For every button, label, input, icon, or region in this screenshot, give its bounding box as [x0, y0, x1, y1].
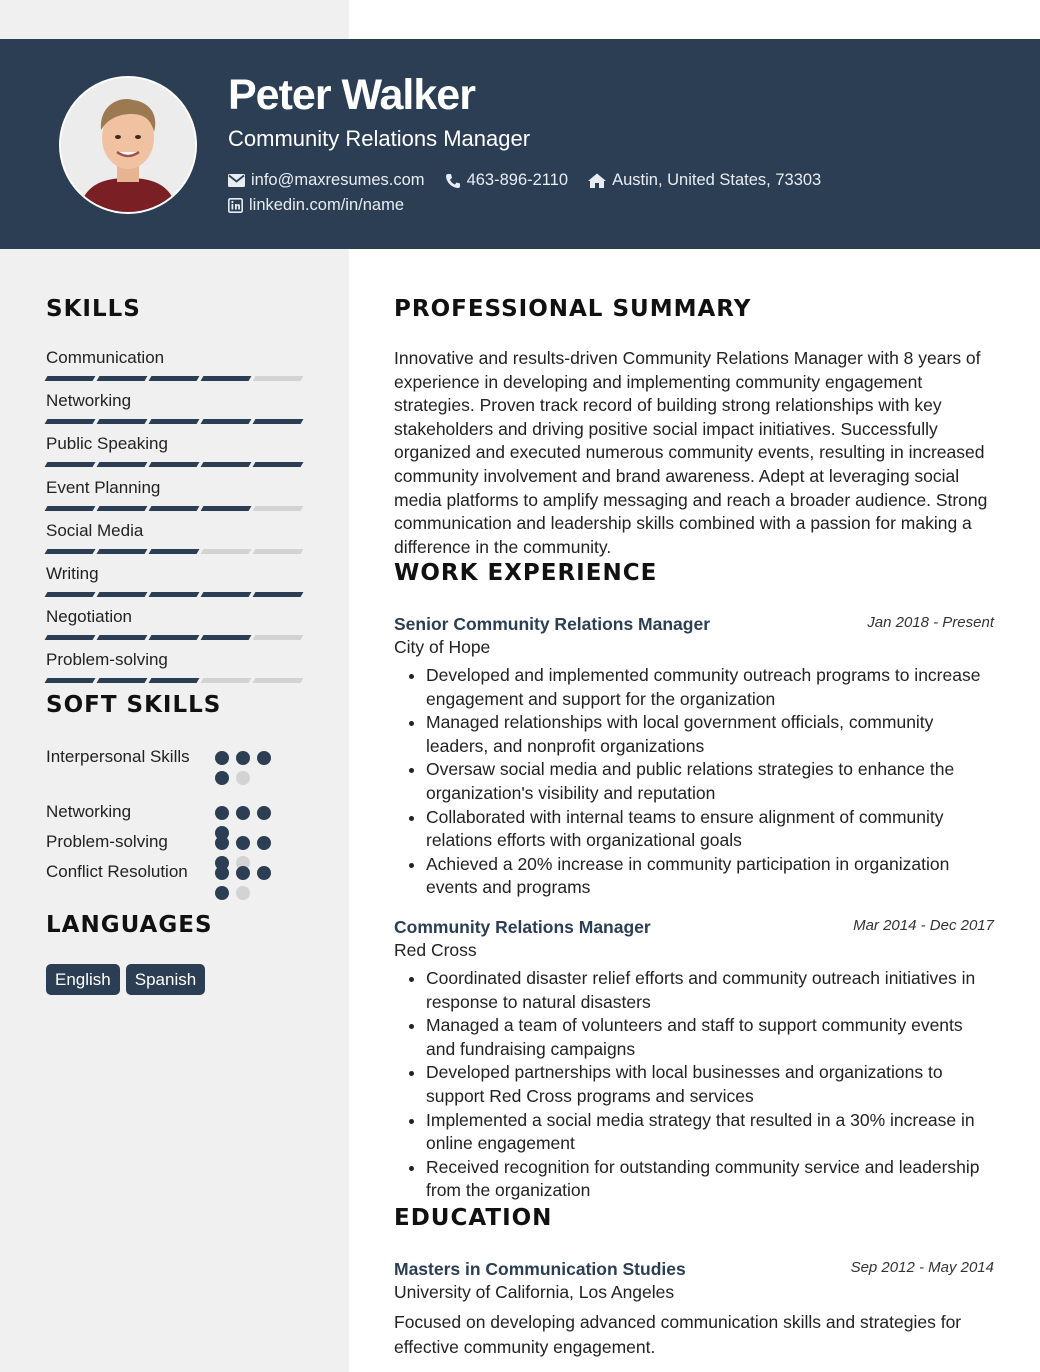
job-bullets: [394, 967, 994, 1203]
soft-skill-name: Problem-solving: [46, 832, 168, 851]
location-info: [588, 171, 821, 190]
skill-level-segment: [97, 462, 148, 467]
skill-level-segment: [253, 592, 304, 597]
skill-level-segment: [45, 549, 96, 554]
skill-level-segment: [149, 549, 200, 554]
skill-level-segment: [149, 592, 200, 597]
job-bullet: • Developed partnerships with local businesses and organizations to support Red Cross programs and services: [426, 1061, 994, 1108]
skill-level-segment: [97, 635, 148, 640]
soft-skill-rating: [215, 806, 290, 840]
rating-dot: [215, 866, 229, 880]
phone-link[interactable]: [445, 171, 569, 190]
rating-dot: [257, 806, 271, 820]
skill-name: Public Speaking: [46, 434, 168, 454]
skill-level-segment: [45, 635, 96, 640]
job-title: Community Relations Manager: [394, 917, 651, 937]
job-bullet: • Managed relationships with local government officials, community leaders, and nonprofit organizations: [426, 711, 994, 758]
skill-level-bar: [46, 678, 302, 683]
linkedin-icon: [228, 198, 243, 213]
skill-level-segment: [201, 462, 252, 467]
skill-level-segment: [149, 635, 200, 640]
skill-level-segment: [253, 376, 304, 381]
skill-level-bar: [46, 592, 302, 597]
rating-dot: [215, 806, 229, 820]
skills-heading: SKILLS: [46, 296, 141, 322]
skill-item: [46, 650, 302, 683]
skill-item: [46, 564, 302, 597]
skill-level-segment: [253, 419, 304, 424]
skill-level-segment: [201, 506, 252, 511]
skill-name: Social Media: [46, 520, 144, 540]
skill-level-segment: [201, 376, 252, 381]
job-bullet: • Developed and implemented community outreach programs to increase engagement and support for the organization: [426, 664, 994, 711]
skill-item: [46, 607, 302, 640]
job-dates: Jan 2018 - Present: [867, 614, 994, 631]
linkedin-link[interactable]: [228, 196, 404, 215]
soft-skill-name: Conflict Resolution: [46, 862, 188, 881]
skill-level-segment: [45, 678, 96, 683]
phone-icon: [445, 173, 461, 189]
rating-dot: [257, 866, 271, 880]
summary-heading: PROFESSIONAL SUMMARY: [394, 296, 752, 322]
education-entry: [394, 1259, 994, 1360]
job-organization: City of Hope: [394, 637, 491, 657]
skill-item: [46, 348, 302, 381]
skill-level-segment: [97, 506, 148, 511]
skill-level-segment: [201, 419, 252, 424]
rating-dot: [236, 886, 250, 900]
skill-level-segment: [201, 592, 252, 597]
job-dates: Mar 2014 - Dec 2017: [853, 917, 994, 934]
languages-heading: LANGUAGES: [46, 912, 213, 938]
experience-heading: WORK EXPERIENCE: [394, 560, 658, 586]
skill-level-segment: [201, 635, 252, 640]
skill-level-segment: [253, 549, 304, 554]
skill-name: Communication: [46, 348, 165, 367]
skill-level-segment: [97, 592, 148, 597]
skill-name: Negotiation: [46, 607, 133, 627]
rating-dot: [236, 771, 250, 785]
job-organization: Red Cross: [394, 940, 477, 960]
language-chip: Spanish: [126, 964, 205, 995]
rating-dot: [215, 751, 229, 765]
soft-skill-rating: [215, 836, 290, 870]
rating-dot: [257, 836, 271, 850]
skill-level-bar: [46, 419, 302, 424]
education-dates: Sep 2012 - May 2014: [850, 1259, 994, 1276]
skill-level-bar: [46, 549, 302, 554]
soft-skills-heading: SOFT SKILLS: [46, 692, 222, 718]
summary-text: Innovative and results-driven Community Relations Manager with 8 years of experience in developing and implementing community engagement strategies. Proven track record of building strong relationships with key stakeholders and driving positive social impact initiatives. Successfully organized and executed numerous community events, resulting in increased community involvement and brand awareness. Adept at leveraging social media platforms to amplify messaging and reach a broader audience. Strong communication and leadership skills combined with a passion for making a difference in the community.: [394, 348, 988, 557]
skill-level-segment: [149, 506, 200, 511]
rating-dot: [215, 771, 229, 785]
skill-level-segment: [253, 635, 304, 640]
soft-skill-name: Networking: [46, 802, 132, 821]
skill-level-segment: [149, 376, 200, 381]
home-icon: [588, 173, 606, 188]
skill-name: Event Planning: [46, 477, 161, 497]
skill-item: [46, 521, 302, 554]
job-bullet: • Oversaw social media and public relations strategies to enhance the organization's visibility and reputation: [426, 758, 994, 805]
profile-photo: [61, 78, 195, 212]
job-bullet: • Received recognition for outstanding community service and leadership from the organization: [426, 1156, 994, 1203]
skill-level-bar: [46, 506, 302, 511]
skill-item: [46, 391, 302, 424]
email-link[interactable]: [228, 171, 425, 190]
envelope-icon: [228, 174, 245, 187]
skill-level-segment: [97, 419, 148, 424]
skill-level-segment: [253, 506, 304, 511]
skill-name: Writing: [46, 564, 99, 583]
skill-item: [46, 434, 302, 467]
avatar: [59, 76, 197, 214]
skill-level-segment: [97, 376, 148, 381]
skill-level-bar: [46, 635, 302, 640]
skill-level-segment: [253, 462, 304, 467]
skill-level-segment: [45, 592, 96, 597]
skill-level-segment: [201, 549, 252, 554]
rating-dot: [236, 806, 250, 820]
skill-level-segment: [149, 678, 200, 683]
soft-skill-name: Interpersonal Skills: [46, 747, 190, 766]
job-bullet: • Implemented a social media strategy that resulted in a 30% increase in online engagement: [426, 1109, 994, 1156]
skill-level-segment: [149, 419, 200, 424]
job-entry: [394, 614, 994, 900]
skill-level-segment: [45, 376, 96, 381]
soft-skill-rating: [215, 751, 290, 785]
skill-item: [46, 478, 302, 511]
skill-level-segment: [45, 462, 96, 467]
school-name: University of California, Los Angeles: [394, 1282, 675, 1302]
contact-info: [228, 168, 841, 218]
candidate-name: Peter Walker: [228, 71, 475, 119]
job-title: Senior Community Relations Manager: [394, 614, 711, 634]
skill-level-segment: [97, 549, 148, 554]
job-bullet: • Achieved a 20% increase in community participation in organization events and programs: [426, 853, 994, 900]
job-bullet: • Managed a team of volunteers and staff to support community events and fundraising campaigns: [426, 1014, 994, 1061]
skill-name: Networking: [46, 391, 132, 411]
soft-skill-rating: [215, 866, 290, 900]
skill-level-bar: [46, 462, 302, 467]
skill-level-segment: [97, 678, 148, 683]
skill-name: Problem-solving: [46, 650, 168, 670]
skill-level-segment: [45, 506, 96, 511]
rating-dot: [236, 836, 250, 850]
rating-dot: [236, 866, 250, 880]
resume-header: [0, 39, 1040, 249]
rating-dot: [215, 836, 229, 850]
skill-level-segment: [149, 462, 200, 467]
education-heading: EDUCATION: [394, 1205, 553, 1231]
linkedin-text: linkedin.com/in/name: [249, 196, 404, 214]
rating-dot: [236, 751, 250, 765]
job-bullets: [394, 664, 994, 900]
rating-dot: [257, 751, 271, 765]
language-chip: English: [46, 964, 120, 995]
rating-dot: [215, 886, 229, 900]
languages-list: [46, 964, 205, 995]
email-text: info@maxresumes.com: [251, 171, 425, 189]
phone-text: 463-896-2110: [466, 171, 569, 189]
skill-level-segment: [45, 419, 96, 424]
job-bullet: • Coordinated disaster relief efforts and community outreach initiatives in response to natural disasters: [426, 967, 994, 1014]
degree-title: Masters in Communication Studies: [394, 1259, 686, 1279]
location-text: Austin, United States, 73303: [612, 171, 822, 189]
job-bullet: • Collaborated with internal teams to ensure alignment of community relations efforts with organizational goals: [426, 806, 994, 853]
skill-level-bar: [46, 376, 302, 381]
skill-level-segment: [253, 678, 304, 683]
education-description: Focused on developing advanced communication skills and strategies for effective community engagement.: [394, 1312, 962, 1357]
job-entry: [394, 917, 994, 1203]
candidate-title: Community Relations Manager: [228, 126, 531, 151]
skill-level-segment: [201, 678, 252, 683]
